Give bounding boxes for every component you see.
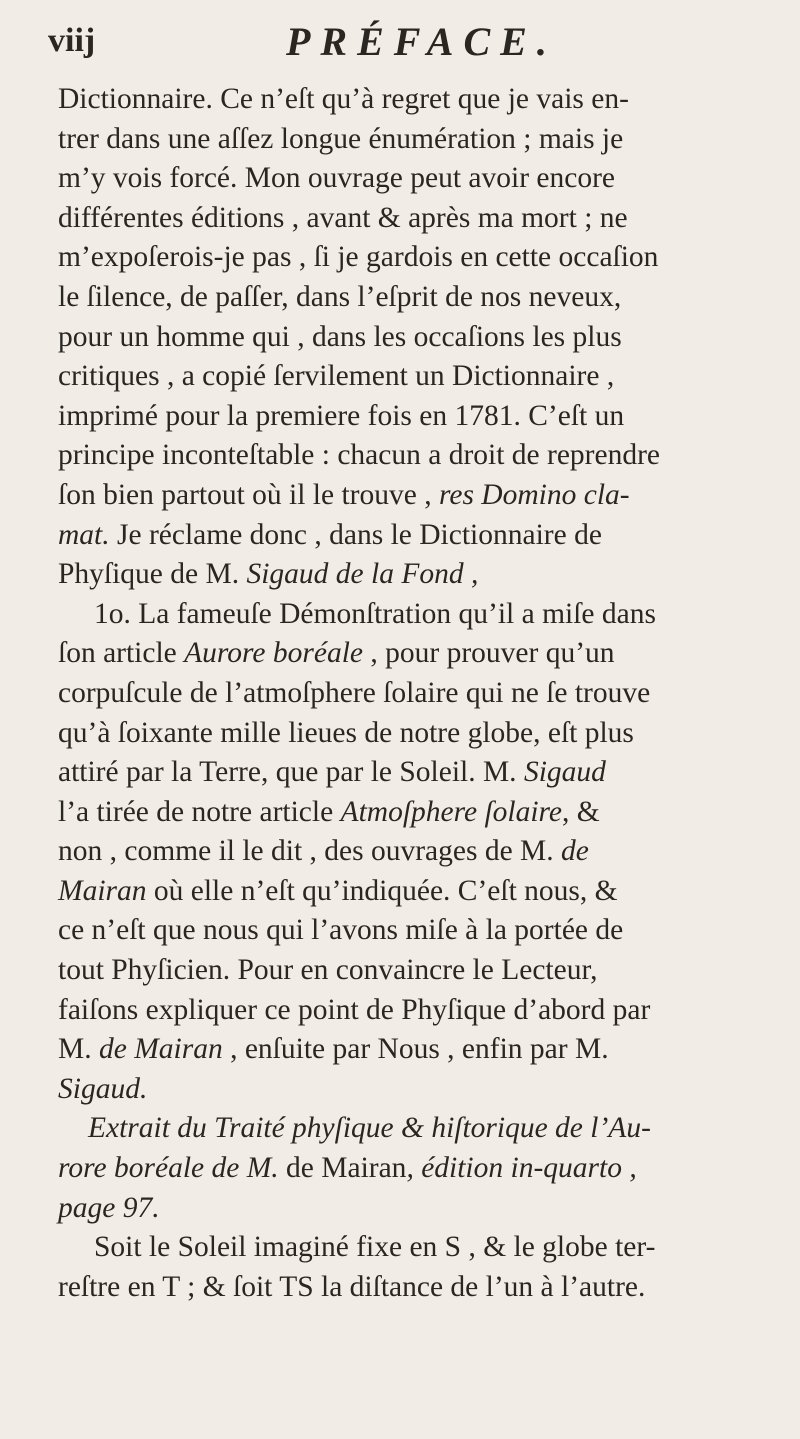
text-line: Soit le Soleil imaginé fixe en S , & le globe ter- [94,1231,656,1264]
author-name: de [561,835,589,868]
running-title: PRÉFACE. [286,19,557,64]
text-line: tout Phyſicien. Pour en convaincre le Lecteur, [58,954,598,987]
page-header [48,18,568,68]
text-line [58,832,748,872]
text-fragment: , enſuite par Nous , enfin par M. [222,1033,609,1066]
quotation-heading: rore boréale de M. [58,1152,287,1185]
author-name: Sigaud [523,756,606,789]
text-line [58,872,748,912]
body-text [58,80,748,1307]
text-line [58,753,748,793]
text-line: corpuſcule de l’atmoſphere ſolaire qui ne ſe trouve [58,676,651,709]
text-line: faiſons expliquer ce point de Phyſique d’abord par [58,993,651,1026]
text-line: principe inconteſtable : chacun a droit de reprendre [58,439,661,472]
text-fragment: l’a tirée de notre article [58,795,341,828]
text-fragment: où elle n’eſt qu’indiquée. C’eſt nous, & [146,874,618,907]
italic-fragment: mat. [58,518,110,551]
page-number: viij [48,22,96,59]
text-line: critiques , a copié ſervilement un Dictionnaire , [58,360,615,393]
text-line [58,1070,748,1110]
text-line: m’expoſerois-je pas , ſi je gardois en cette occaſion [58,241,659,274]
text-line: pour un homme qui , dans les occaſions les plus [58,320,622,353]
quotation-heading: , édition in-quarto , [406,1152,637,1185]
text-fragment: ſon article [58,637,185,670]
text-fragment: non , comme il le dit , des ouvrages de M. [58,835,562,868]
text-line: trer dans une aſſez longue énumération ; mais je [58,122,624,155]
text-line: le ſilence, de paſſer, dans l’eſprit de nos neveux, [58,280,622,313]
text-line: reſtre en T ; & ſoit TS la diſtance de l’un à l’autre. [58,1270,646,1303]
article-title: Aurore boréale [184,637,364,670]
text-line [58,1030,748,1070]
text-line [58,476,748,516]
italic-title: res Domino cla- [438,478,630,511]
article-title: Atmoſphere ſolaire [340,795,563,828]
text-line [58,516,748,556]
text-fragment: ſon bien partout où il le trouve , [58,478,439,511]
text-line: différentes éditions , avant & après ma mort ; ne [58,201,628,234]
text-fragment: Je réclame donc , dans le Dictionnaire de [109,518,602,551]
author-name: de Mairan [98,1033,223,1066]
author-name: Sigaud de la Fond , [246,558,479,591]
text-fragment: attiré par la Terre, que par le Soleil. M. [58,756,524,789]
text-fragment: M. [58,1033,99,1066]
text-line [58,793,748,833]
text-line: 1o. La fameuſe Démonſtration qu’il a miſe dans [94,597,656,630]
text-line: imprimé pour la premiere fois en 1781. C’eſt un [58,399,625,432]
page-reference: page 97. [58,1191,160,1224]
text-line: ce n’eſt que nous qui l’avons miſe à la portée de [58,914,624,947]
text-line: qu’à ſoixante mille lieues de notre globe, eſt plus [58,716,634,749]
text-fragment: , pour prouver qu’un [363,637,615,670]
author-name: Sigaud. [58,1072,148,1105]
text-fragment: Phyſique de M. [58,558,247,591]
text-line [58,634,748,674]
text-line: m’y vois forcé. Mon ouvrage peut avoir encore [58,162,616,195]
text-line: Dictionnaire. Ce n’eſt qu’à regret que je vais en- [58,83,629,115]
text-line [58,555,748,595]
text-line [58,1109,748,1149]
text-fragment: , & [562,795,600,828]
text-fragment: de Mairan [286,1152,407,1185]
text-line [58,1189,748,1229]
author-name: Mairan [58,874,147,907]
text-line [58,1149,748,1189]
quotation-heading: Extrait du Traité phyſique & hiſtorique de l’Au- [88,1112,651,1145]
